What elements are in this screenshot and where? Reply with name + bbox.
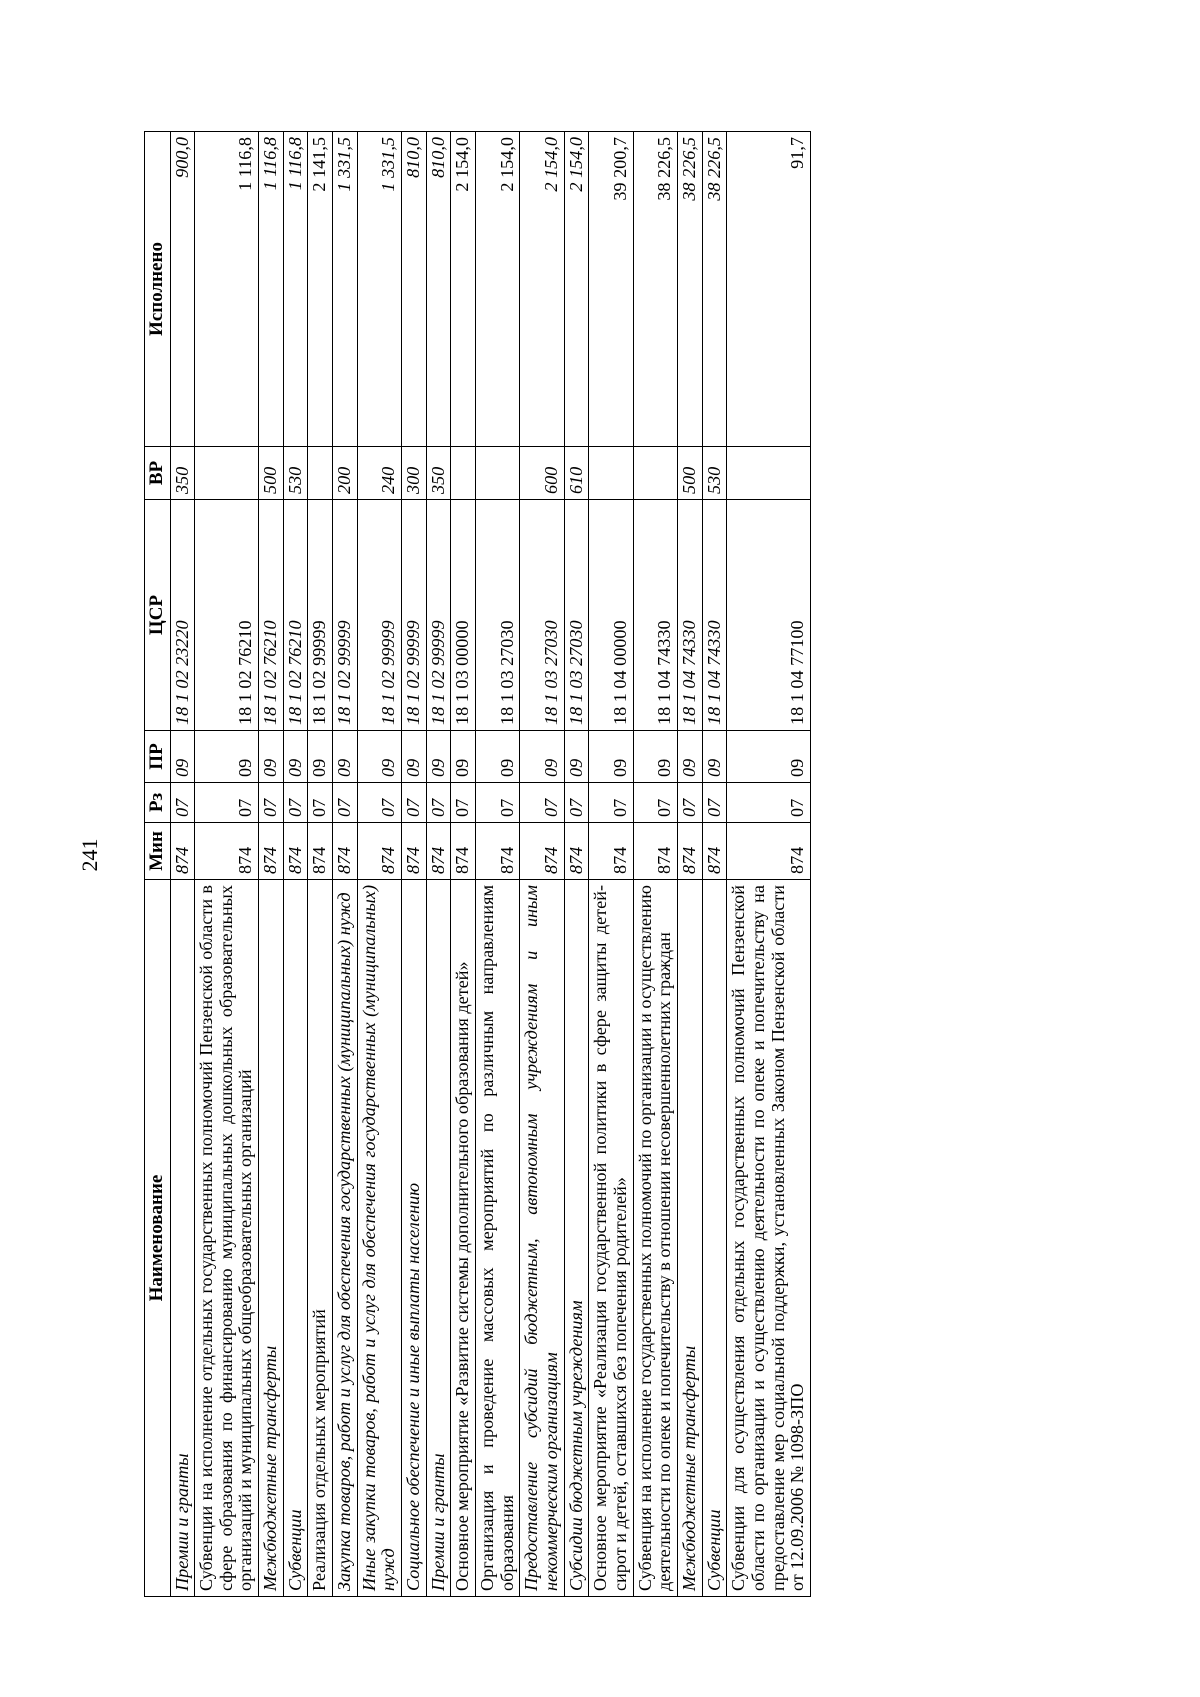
- cell-pr: 09: [333, 731, 358, 783]
- cell-csr: 18 1 03 00000: [451, 500, 476, 731]
- cell-csr: 18 1 02 76210: [259, 500, 284, 731]
- cell-min: 874: [633, 823, 677, 880]
- table-row: [677, 132, 702, 1597]
- cell-rz: 07: [195, 783, 259, 823]
- table-row: [633, 132, 677, 1597]
- budget-table: [144, 131, 811, 1597]
- cell-vr: 350: [426, 447, 451, 500]
- cell-vr: [451, 447, 476, 500]
- cell-min: 874: [308, 823, 333, 880]
- cell-name: Субвенция на исполнение государственных полномочий по организации и осуществлению деятельности по опеке и попечительству в отношении несовершеннолетних граждан: [633, 880, 677, 1597]
- cell-executed: 2 154,0: [520, 132, 564, 447]
- cell-csr: 18 1 04 74330: [677, 500, 702, 731]
- cell-pr: 09: [357, 731, 401, 783]
- cell-rz: 07: [727, 783, 811, 823]
- cell-vr: [308, 447, 333, 500]
- cell-min: 874: [283, 823, 308, 880]
- cell-rz: 07: [702, 783, 727, 823]
- cell-name: Субвенции для осуществления отдельных государственных полномочий Пензенской области по организации и осуществлению деятельности по опеке и попечительству на предоставление мер социальной поддержки, установленных Законом Пензенской области от 12.09.2006 № 1098-ЗПО: [727, 880, 811, 1597]
- cell-pr: 09: [476, 731, 520, 783]
- table-row: [357, 132, 401, 1597]
- cell-name: Предоставление субсидий бюджетным, автономным учреждениям и иным некоммерческим организациям: [520, 880, 564, 1597]
- cell-pr: 09: [426, 731, 451, 783]
- cell-executed: 1 331,5: [333, 132, 358, 447]
- cell-csr: 18 1 03 27030: [520, 500, 564, 731]
- cell-rz: 07: [564, 783, 589, 823]
- cell-name: Премии и гранты: [170, 880, 195, 1597]
- cell-csr: 18 1 02 99999: [426, 500, 451, 731]
- cell-rz: 07: [308, 783, 333, 823]
- cell-pr: 09: [195, 731, 259, 783]
- cell-rz: 07: [677, 783, 702, 823]
- cell-name: Организация и проведение массовых мероприятий по различным направлениям образования: [476, 880, 520, 1597]
- cell-executed: 91,7: [727, 132, 811, 447]
- cell-min: 874: [357, 823, 401, 880]
- cell-rz: 07: [333, 783, 358, 823]
- column-header-name: Наименование: [145, 880, 171, 1597]
- cell-executed: 38 226,5: [633, 132, 677, 447]
- cell-min: 874: [195, 823, 259, 880]
- cell-vr: 530: [283, 447, 308, 500]
- cell-vr: 350: [170, 447, 195, 500]
- cell-csr: 18 1 04 74330: [702, 500, 727, 731]
- cell-rz: 07: [520, 783, 564, 823]
- cell-pr: 09: [589, 731, 633, 783]
- column-header-csr: ЦСР: [145, 500, 171, 731]
- table-row: [451, 132, 476, 1597]
- cell-pr: 09: [451, 731, 476, 783]
- cell-executed: 2 154,0: [564, 132, 589, 447]
- rotated-page: [144, 132, 1067, 1597]
- cell-name: Основное мероприятие «Развитие системы дополнительного образования детей»: [451, 880, 476, 1597]
- cell-min: 874: [476, 823, 520, 880]
- cell-name: Премии и гранты: [426, 880, 451, 1597]
- cell-pr: 09: [633, 731, 677, 783]
- cell-name: Основное мероприятие «Реализация государственной политики в сфере защиты детей-сирот и детей, оставшихся без попечения родителей»: [589, 880, 633, 1597]
- table-row: [308, 132, 333, 1597]
- column-header-vr: ВР: [145, 447, 171, 500]
- column-header-rz: Рз: [145, 783, 171, 823]
- cell-pr: 09: [170, 731, 195, 783]
- table-row: [702, 132, 727, 1597]
- cell-min: 874: [333, 823, 358, 880]
- cell-vr: 240: [357, 447, 401, 500]
- column-header-executed: Исполнено: [145, 132, 171, 447]
- cell-vr: 500: [677, 447, 702, 500]
- cell-name: Межбюджетные трансферты: [259, 880, 284, 1597]
- table-row: [195, 132, 259, 1597]
- cell-name: Субвенции: [702, 880, 727, 1597]
- cell-vr: 610: [564, 447, 589, 500]
- cell-rz: 07: [451, 783, 476, 823]
- column-header-pr: ПР: [145, 731, 171, 783]
- table-row: [402, 132, 427, 1597]
- table-row: [426, 132, 451, 1597]
- cell-pr: 09: [259, 731, 284, 783]
- cell-executed: 810,0: [426, 132, 451, 447]
- cell-min: 874: [702, 823, 727, 880]
- column-header-min: Мин: [145, 823, 171, 880]
- cell-csr: 18 1 02 99999: [357, 500, 401, 731]
- cell-vr: [633, 447, 677, 500]
- cell-name: Субвенции: [283, 880, 308, 1597]
- cell-min: 874: [677, 823, 702, 880]
- cell-name: Межбюджетные трансферты: [677, 880, 702, 1597]
- cell-rz: 07: [476, 783, 520, 823]
- cell-vr: [727, 447, 811, 500]
- cell-pr: 09: [520, 731, 564, 783]
- cell-name: Субсидии бюджетным учреждениям: [564, 880, 589, 1597]
- cell-rz: 07: [283, 783, 308, 823]
- cell-rz: 07: [357, 783, 401, 823]
- cell-min: 874: [589, 823, 633, 880]
- cell-vr: [589, 447, 633, 500]
- cell-vr: 500: [259, 447, 284, 500]
- table-row: [170, 132, 195, 1597]
- cell-min: 874: [259, 823, 284, 880]
- cell-min: 874: [564, 823, 589, 880]
- cell-pr: 09: [564, 731, 589, 783]
- cell-rz: 07: [589, 783, 633, 823]
- table-row: [520, 132, 564, 1597]
- cell-min: 874: [426, 823, 451, 880]
- cell-pr: 09: [677, 731, 702, 783]
- cell-csr: 18 1 04 77100: [727, 500, 811, 731]
- cell-min: 874: [402, 823, 427, 880]
- cell-executed: 810,0: [402, 132, 427, 447]
- cell-csr: 18 1 02 99999: [308, 500, 333, 731]
- cell-rz: 07: [259, 783, 284, 823]
- cell-min: 874: [170, 823, 195, 880]
- table-row: [259, 132, 284, 1597]
- cell-rz: 07: [633, 783, 677, 823]
- table-row: [283, 132, 308, 1597]
- cell-executed: 1 116,8: [283, 132, 308, 447]
- cell-csr: 18 1 02 76210: [283, 500, 308, 731]
- table-row: [727, 132, 811, 1597]
- cell-vr: 200: [333, 447, 358, 500]
- cell-min: 874: [520, 823, 564, 880]
- cell-executed: 1 331,5: [357, 132, 401, 447]
- cell-csr: 18 1 02 23220: [170, 500, 195, 731]
- cell-rz: 07: [426, 783, 451, 823]
- cell-vr: [476, 447, 520, 500]
- cell-pr: 09: [402, 731, 427, 783]
- cell-name: Реализация отдельных мероприятий: [308, 880, 333, 1597]
- cell-min: 874: [451, 823, 476, 880]
- cell-name: Иные закупки товаров, работ и услуг для обеспечения государственных (муниципальных) нужд: [357, 880, 401, 1597]
- cell-vr: 600: [520, 447, 564, 500]
- cell-vr: [195, 447, 259, 500]
- cell-csr: 18 1 02 76210: [195, 500, 259, 731]
- cell-pr: 09: [283, 731, 308, 783]
- cell-csr: 18 1 04 00000: [589, 500, 633, 731]
- cell-pr: 09: [308, 731, 333, 783]
- cell-csr: 18 1 03 27030: [476, 500, 520, 731]
- cell-csr: 18 1 04 74330: [633, 500, 677, 731]
- cell-pr: 09: [702, 731, 727, 783]
- cell-rz: 07: [402, 783, 427, 823]
- cell-executed: 38 226,5: [702, 132, 727, 447]
- cell-name: Субвенции на исполнение отдельных государственных полномочий Пензенской области в сфере образования по финансированию муниципальных дошкольных образовательных организаций и муниципальных общеобразовательных организаций: [195, 880, 259, 1597]
- cell-rz: 07: [170, 783, 195, 823]
- cell-csr: 18 1 02 99999: [333, 500, 358, 731]
- header-row: [145, 132, 171, 1597]
- cell-executed: 1 116,8: [195, 132, 259, 447]
- cell-executed: 39 200,7: [589, 132, 633, 447]
- cell-executed: 900,0: [170, 132, 195, 447]
- table-row: [564, 132, 589, 1597]
- cell-executed: 2 154,0: [451, 132, 476, 447]
- cell-csr: 18 1 03 27030: [564, 500, 589, 731]
- cell-executed: 38 226,5: [677, 132, 702, 447]
- table-body: [170, 132, 810, 1597]
- cell-pr: 09: [727, 731, 811, 783]
- cell-min: 874: [727, 823, 811, 880]
- table-row: [333, 132, 358, 1597]
- page-number: 241: [77, 838, 102, 872]
- cell-executed: 2 141,5: [308, 132, 333, 447]
- table-row: [589, 132, 633, 1597]
- table-row: [476, 132, 520, 1597]
- cell-executed: 1 116,8: [259, 132, 284, 447]
- cell-executed: 2 154,0: [476, 132, 520, 447]
- cell-vr: 300: [402, 447, 427, 500]
- cell-vr: 530: [702, 447, 727, 500]
- cell-csr: 18 1 02 99999: [402, 500, 427, 731]
- cell-name: Закупка товаров, работ и услуг для обеспечения государственных (муниципальных) нужд: [333, 880, 358, 1597]
- cell-name: Социальное обеспечение и иные выплаты населению: [402, 880, 427, 1597]
